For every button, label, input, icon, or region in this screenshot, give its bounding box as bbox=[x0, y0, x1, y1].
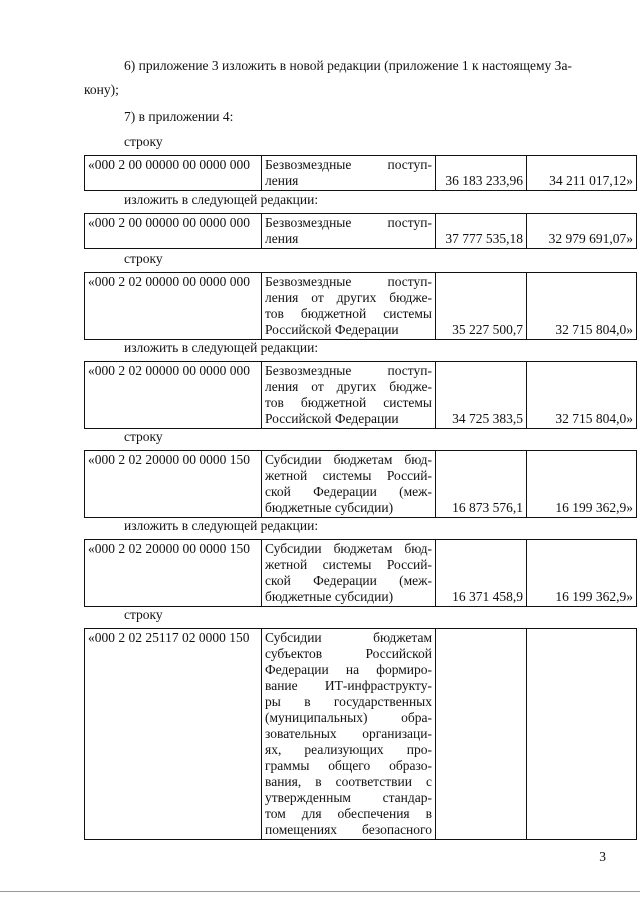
row-value-2: 32 715 804,0» bbox=[527, 273, 637, 340]
replace-label: изложить в следующей редакции: bbox=[124, 340, 319, 355]
item-7: 7) в приложении 4: bbox=[124, 109, 234, 124]
item-6-line-2: кону); bbox=[84, 82, 119, 97]
table-row bbox=[84, 628, 637, 840]
replace-label: изложить в следующей редакции: bbox=[124, 192, 319, 207]
row-label: строку bbox=[124, 251, 163, 266]
table-row bbox=[84, 155, 637, 191]
row-code: «000 2 02 20000 00 0000 150 bbox=[85, 540, 262, 607]
row-code: «000 2 02 00000 00 0000 000 bbox=[85, 273, 262, 340]
row-name: Безвозмездные поступ- ления bbox=[262, 214, 436, 249]
row-code: «000 2 00 00000 00 0000 000 bbox=[85, 214, 262, 249]
row-value-1: 36 183 233,96 bbox=[436, 156, 527, 191]
row-value-1: 37 777 535,18 bbox=[436, 214, 527, 249]
row-value-2 bbox=[527, 629, 637, 840]
row-value-1: 34 725 383,5 bbox=[436, 362, 527, 429]
row-name: Субсидии бюджетам бюд- жетной системы Россий- ской Федерации (меж- бюджетные субсидии) bbox=[262, 540, 436, 607]
footer-rule bbox=[0, 891, 640, 892]
table-row bbox=[84, 539, 637, 607]
row-value-2: 32 979 691,07» bbox=[527, 214, 637, 249]
row-value-1: 16 371 458,9 bbox=[436, 540, 527, 607]
row-value-1: 35 227 500,7 bbox=[436, 273, 527, 340]
row-code: «000 2 02 20000 00 0000 150 bbox=[85, 451, 262, 518]
row-code: «000 2 02 25117 02 0000 150 bbox=[85, 629, 262, 840]
row-label: строку bbox=[124, 429, 163, 444]
row-value-1: 16 873 576,1 bbox=[436, 451, 527, 518]
row-name: Субсидии бюджетам субъектов Российской Федерации на формиро- вание ИТ-инфраструкту- ры в государственных (муниципальных) обра- зовательных организаци- ях, реализующих про- граммы общего образо- вания, в соответствии с утвержденным стандар- том для обеспечения в помещениях безопасного bbox=[262, 629, 436, 840]
row-name: Безвозмездные поступ- ления bbox=[262, 156, 436, 191]
table-row bbox=[84, 361, 637, 429]
table-row bbox=[84, 213, 637, 249]
row-value-2: 32 715 804,0» bbox=[527, 362, 637, 429]
row-name: Субсидии бюджетам бюд- жетной системы Россий- ской Федерации (меж- бюджетные субсидии) bbox=[262, 451, 436, 518]
row-name: Безвозмездные поступ- ления от других бюдже- тов бюджетной системы Российской Федерации bbox=[262, 273, 436, 340]
row-name: Безвозмездные поступ- ления от других бюдже- тов бюджетной системы Российской Федерации bbox=[262, 362, 436, 429]
row-code: «000 2 00 00000 00 0000 000 bbox=[85, 156, 262, 191]
row-value-2: 16 199 362,9» bbox=[527, 540, 637, 607]
row-label: строку bbox=[124, 134, 163, 149]
row-label: строку bbox=[124, 607, 163, 622]
replace-label: изложить в следующей редакции: bbox=[124, 518, 319, 533]
page-number: 3 bbox=[599, 849, 606, 864]
row-value-2: 16 199 362,9» bbox=[527, 451, 637, 518]
table-row bbox=[84, 272, 637, 340]
row-code: «000 2 02 00000 00 0000 000 bbox=[85, 362, 262, 429]
row-value-1 bbox=[436, 629, 527, 840]
table-row bbox=[84, 450, 637, 518]
item-6-line-1: 6) приложение 3 изложить в новой редакции (приложение 1 к настоящему За- bbox=[124, 58, 572, 73]
row-value-2: 34 211 017,12» bbox=[527, 156, 637, 191]
